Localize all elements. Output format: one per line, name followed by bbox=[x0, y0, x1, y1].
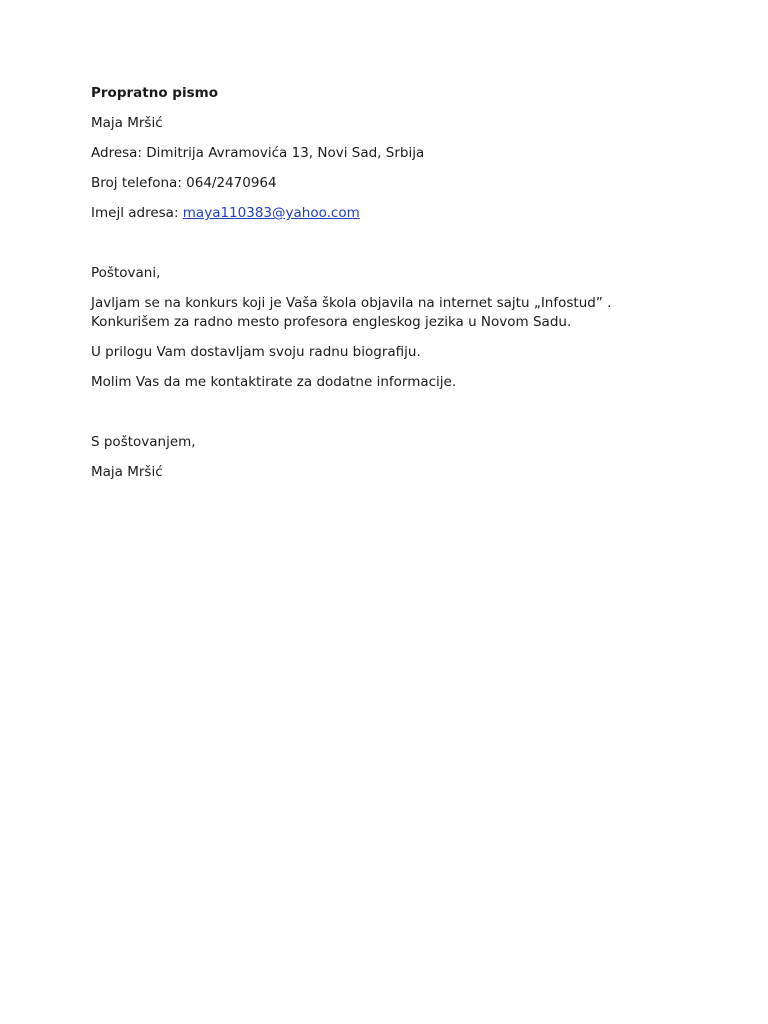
letter-body bbox=[91, 83, 691, 482]
letter-title: Propratno pismo bbox=[91, 85, 218, 101]
email-link[interactable]: maya110383@yahoo.com bbox=[182, 205, 360, 221]
paragraph-1-line-1: Javljam se na konkurs koji je Vaša škola objavila na internet sajtu „Infostud” . bbox=[91, 295, 612, 311]
sender-email-line bbox=[91, 204, 691, 223]
signature: Maja Mršić bbox=[91, 464, 163, 480]
paragraph-3: Molim Vas da me kontaktirate za dodatne informacije. bbox=[91, 374, 457, 390]
sender-name: Maja Mršić bbox=[91, 115, 163, 131]
paragraph-2: U prilogu Vam dostavljam svoju radnu biografiju. bbox=[91, 344, 421, 360]
sender-address: Adresa: Dimitrija Avramovića 13, Novi Sad, Srbija bbox=[91, 145, 425, 161]
paragraph-1-line-2: Konkurišem za radno mesto profesora engleskog jezika u Novom Sadu. bbox=[91, 314, 572, 330]
sender-phone: Broj telefona: 064/2470964 bbox=[91, 175, 277, 191]
email-label: Imejl adresa: bbox=[91, 205, 183, 221]
greeting: Poštovani, bbox=[91, 265, 161, 281]
closing: S poštovanjem, bbox=[91, 434, 196, 450]
